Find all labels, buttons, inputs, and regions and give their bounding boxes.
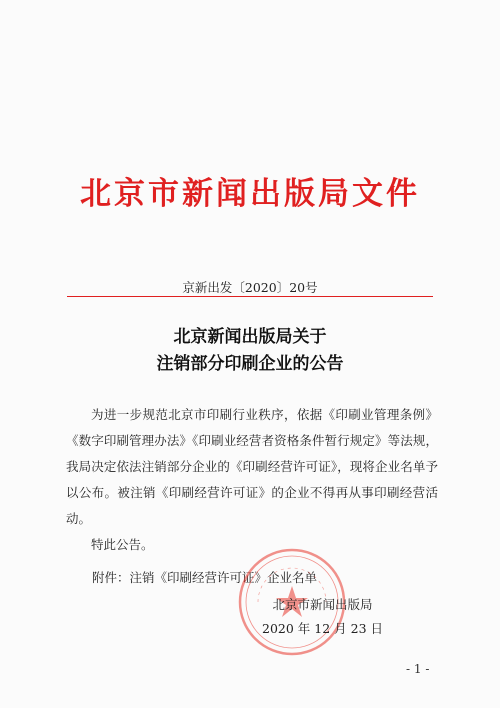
body-paragraph: 为进一步规范北京市印刷行业秩序，依据《印刷业管理条例》《数字印刷管理办法》《印刷业经营者资格条件暂行规定》等法规，我局决定依法注销部分企业的《印刷经营许可证》，现将企业名单予以公布。被注销《印刷经营许可证》的企业不得再从事印刷经营活动。 bbox=[66, 407, 438, 526]
signature-block bbox=[260, 593, 385, 641]
announcement-title-line2: 注销部分印刷企业的公告 bbox=[156, 354, 344, 374]
announcement-title-line1: 北京新闻出版局关于 bbox=[173, 327, 327, 347]
document-number: 京新出发〔2020〕20号 bbox=[182, 280, 318, 295]
issue-date: 2020 年 12 月 23 日 bbox=[262, 621, 383, 636]
page-number: - 1 - bbox=[406, 662, 430, 676]
closing-paragraph: 特此公告。 bbox=[91, 537, 154, 552]
issuer-name: 北京市新闻出版局 bbox=[272, 597, 373, 612]
red-divider-line bbox=[67, 296, 433, 297]
announcement-body bbox=[66, 402, 438, 558]
attachment-note: 附件：注销《印刷经营许可证》企业名单 bbox=[92, 570, 318, 585]
document-header-title: 北京市新闻出版局文件 bbox=[80, 176, 420, 212]
